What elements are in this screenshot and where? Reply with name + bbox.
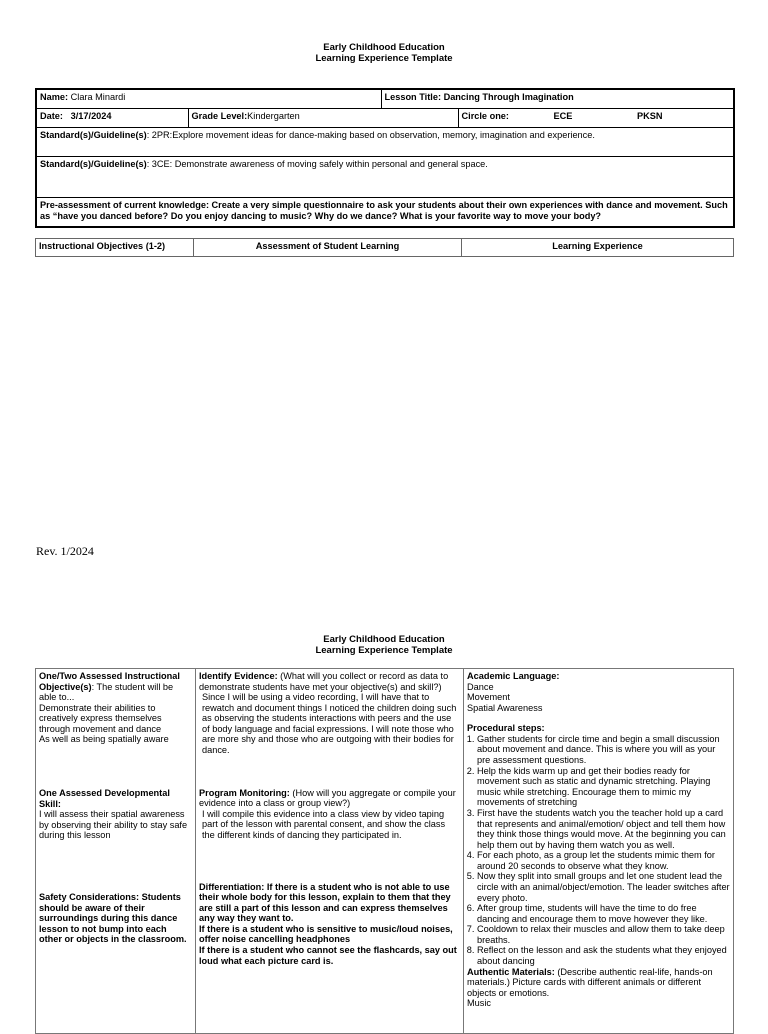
col-header-experience: Learning Experience <box>462 239 734 257</box>
program-monitoring-heading: Program Monitoring: (How will you aggregate or compile your evidence into a class or group view?) <box>199 787 456 809</box>
objectives-header-table <box>35 238 734 257</box>
academic-term: Spatial Awareness <box>467 702 543 713</box>
name-value: Clara Minardi <box>68 92 126 102</box>
procedural-step: 5. Now they split into small groups and let one student lead the circle with an animal/object/emotion. The leader switches after every photo. <box>477 871 730 903</box>
title-line1: Early Childhood Education <box>323 634 445 645</box>
procedural-step: 4. For each photo, as a group let the students mimic them for around 20 seconds to observe what they know. <box>477 850 730 871</box>
circle-cell: Circle one: ECE PKSN <box>458 109 734 128</box>
differentiation-sensory: If there is a student who is sensitive to music/loud noises, offer noise cancelling headphones <box>199 923 453 945</box>
col-header-assessment: Assessment of Student Learning <box>194 239 462 257</box>
title-line1: Early Childhood Education <box>323 42 445 53</box>
date-value: 3/17/2024 <box>62 111 112 121</box>
revision-note: Rev. 1/2024 <box>36 544 94 558</box>
standard-2-cell: Standard(s)/Guideline(s): 3CE: Demonstrate awareness of moving safely within personal and general space. <box>36 157 734 198</box>
authentic-materials: Authentic Materials: (Describe authentic real-life, hands-on materials.) Picture cards with different animals or different objects or emotions. <box>467 966 713 998</box>
procedural-step: 2. Help the kids warm up and get their bodies ready for movement such as static and dynamic stretching. Playing music while stretching. Encourage them to mimic my movements of stretching <box>477 766 730 808</box>
evidence-heading: Identify Evidence: (What will you collect or record as data to demonstrate students have met your objective(s) and skill?) <box>199 671 449 692</box>
authentic-material-item: Music <box>467 998 491 1009</box>
objective-text-2: As well as being spatially aware <box>39 734 169 745</box>
differentiation-vision: If there is a student who cannot see the flashcards, say out loud what each picture card is. <box>199 944 457 966</box>
learning-experience-column <box>464 669 734 1034</box>
lesson-title-value: Dancing Through Imagination <box>443 92 574 102</box>
academic-term: Dance <box>467 681 494 692</box>
circle-option-ece: ECE <box>553 111 573 121</box>
grade-cell: Grade Level:Kindergarten <box>188 109 458 128</box>
objective-text-1: Demonstrate their abilities to creatively express themselves through movement and dance <box>39 702 162 734</box>
program-monitoring-text: I will compile this evidence into a class view by video taping part of the lesson with parental consent, and show the class the different kinds of dancing they participated in. <box>202 808 446 840</box>
procedural-steps-list <box>467 734 730 967</box>
title-line2: Learning Experience Template <box>315 645 453 656</box>
date-cell: Date: 3/17/2024 <box>36 109 188 128</box>
standard-1-cell: Standard(s)/Guideline(s): 2PR:Explore movement ideas for dance-making based on observation, memory, imagination and experience. <box>36 128 734 157</box>
procedural-step: 1. Gather students for circle time and begin a small discussion about movement and dance. This is where you will as your pre assessment questions. <box>477 734 730 766</box>
dev-skill-heading: One Assessed Developmental Skill: <box>39 788 170 809</box>
procedural-step: 7. Cooldown to relax their muscles and allow them to take deep breaths. <box>477 924 730 945</box>
objective-heading: One/Two Assessed Instructional Objective(s): The student will be able to... <box>39 671 180 703</box>
page1-title <box>0 42 768 64</box>
name-cell: Name: Clara Minardi <box>36 89 381 109</box>
circle-option-pksn: PKSN <box>637 111 663 121</box>
lesson-info-table <box>35 88 735 228</box>
grade-value: Kindergarten <box>247 111 300 121</box>
procedural-step: 6. After group time, students will have the time to do free dancing and encourage them to move however they like. <box>477 903 730 924</box>
assessment-column <box>196 669 464 1034</box>
title-line2: Learning Experience Template <box>315 53 453 64</box>
academic-language-heading: Academic Language: <box>467 671 560 681</box>
procedural-step: 3. First have the students watch you the teacher hold up a card that represents and animal/emotion/ object and tell them how they think those things would move. At the beginning you can help them out by having them watch you as well. <box>477 808 730 850</box>
lesson-plan-table <box>35 668 734 1034</box>
safety-considerations: Safety Considerations: Students should be aware of their surroundings during this dance lesson to not bump into each other or objects in the classroom. <box>39 891 187 945</box>
dev-skill-text: I will assess their spatial awareness by observing their ability to stay safe during this lesson <box>39 809 188 841</box>
objectives-column <box>36 669 196 1034</box>
lesson-title-cell: Lesson Title: Dancing Through Imagination <box>381 89 734 109</box>
pre-assessment-cell: Pre-assessment of current knowledge: Create a very simple questionnaire to ask your students about their own experiences with dance and movement. Such as “have you danced before? Do you enjoy dancing to music? Why do we dance? What is your favorite way to move your body? <box>36 198 734 228</box>
academic-term: Movement <box>467 692 510 703</box>
differentiation-text: Differentiation: If there is a student who is not able to use their whole body for this lesson, explain to them that they are still a part of this lesson and can express themselves any way they want to. <box>199 881 451 924</box>
evidence-text: Since I will be using a video recording, I will have that to rewatch and document things I noticed the children doing such as observing the students interactions with peers and the use of body language and facial expressions. I will note those who are more shy and those who are outgoing with their bodies for dance. <box>202 692 457 756</box>
col-header-objectives: Instructional Objectives (1-2) <box>36 239 194 257</box>
procedural-steps-heading: Procedural steps: <box>467 723 545 734</box>
procedural-step: 8. Reflect on the lesson and ask the students what they enjoyed about dancing <box>477 945 730 966</box>
page2-title <box>0 634 768 656</box>
